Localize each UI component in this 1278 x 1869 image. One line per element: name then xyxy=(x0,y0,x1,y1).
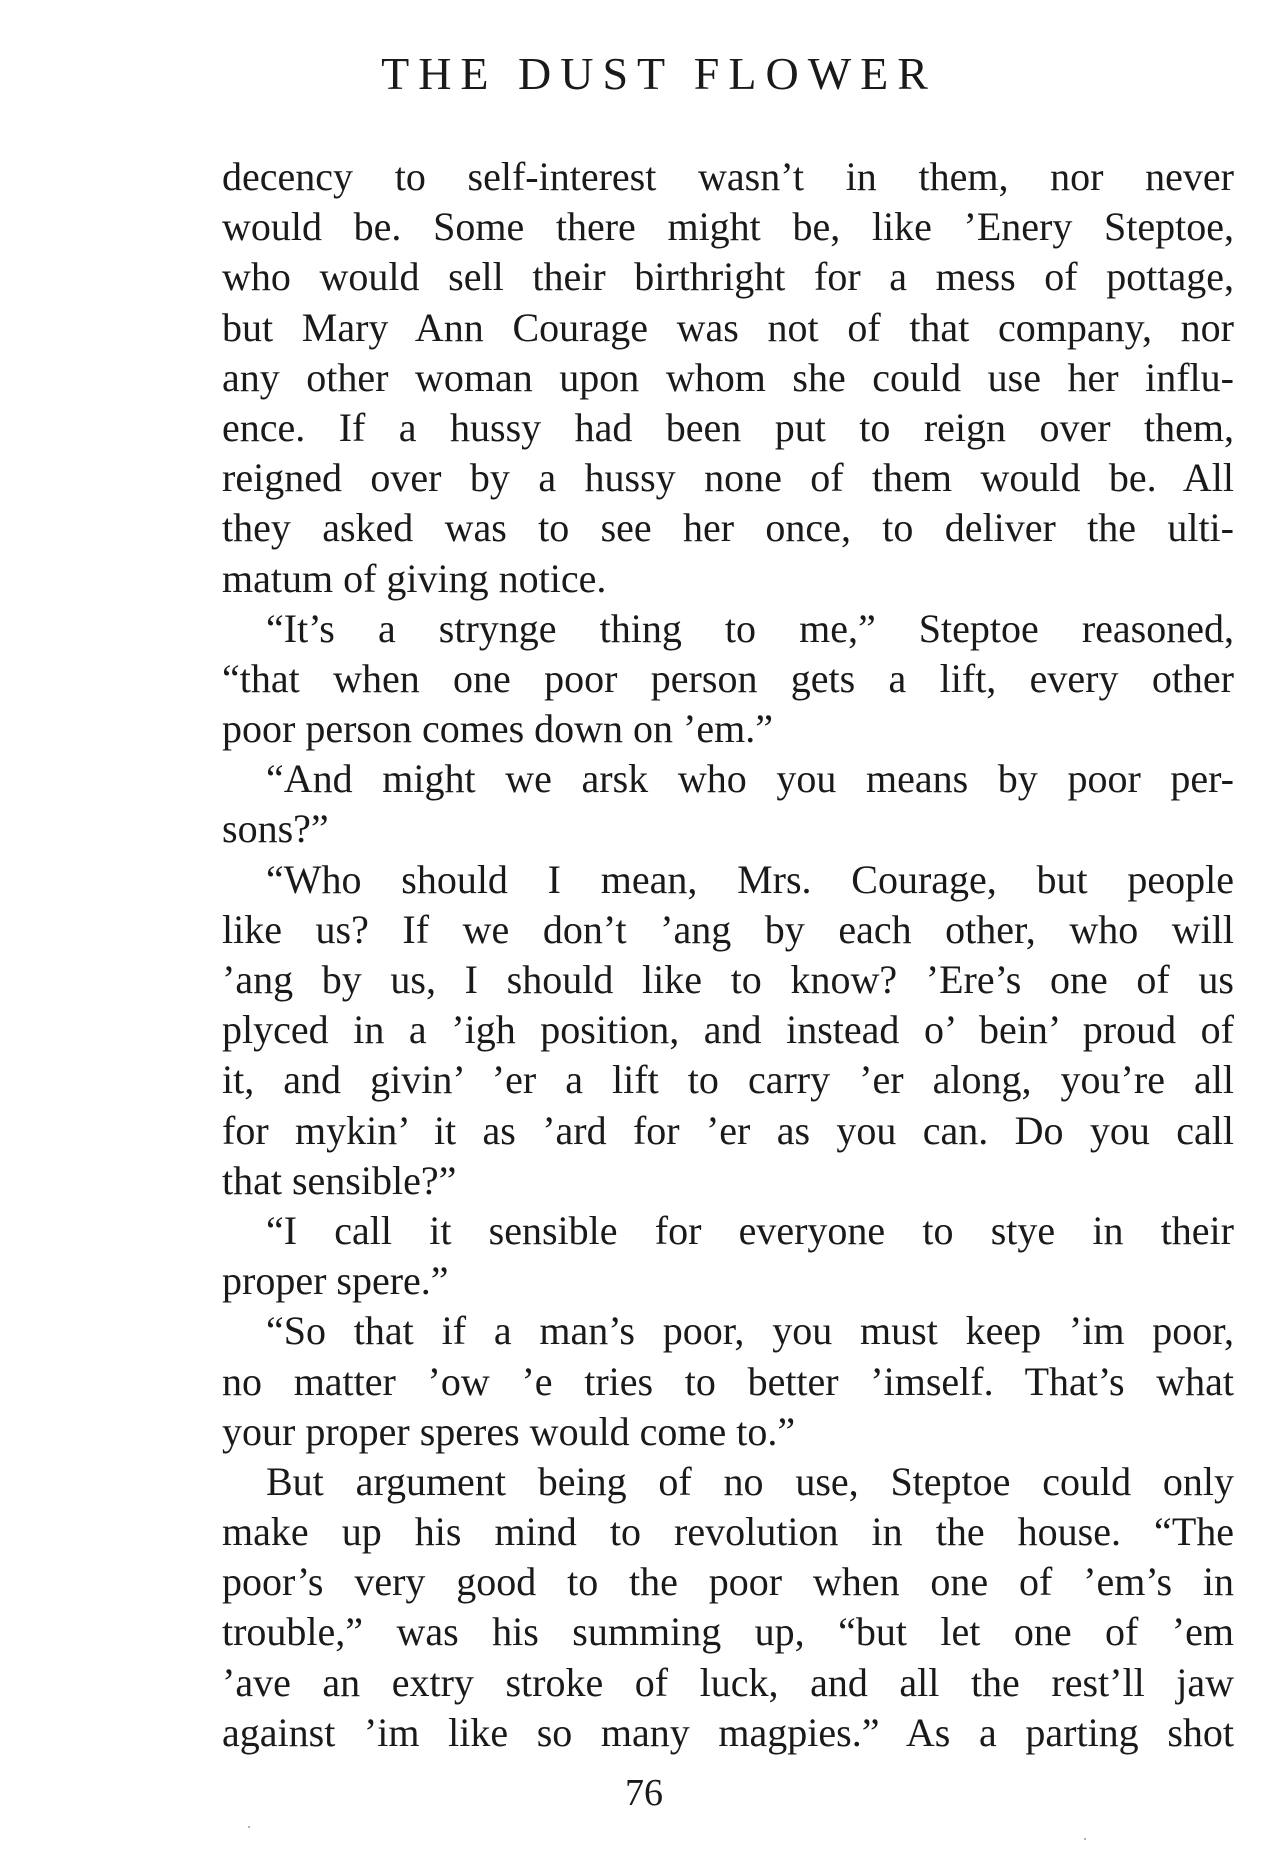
text-line: ence. If a hussy had been put to reign over them, xyxy=(222,404,1234,450)
text-line: who would sell their birthright for a mess of pottage, xyxy=(222,254,1234,300)
page-number: 76 xyxy=(625,1772,663,1814)
text-line: it, and givin’ ’er a lift to carry ’er along, you’re all xyxy=(222,1057,1234,1103)
text-line: decency to self-interest wasn’t in them, nor never xyxy=(222,154,1234,199)
text-line: but Mary Ann Courage was not of that company, nor xyxy=(222,304,1234,350)
text-line: proper spere.” xyxy=(222,1258,449,1304)
text-line: would be. Some there might be, like ’Enery Steptoe, xyxy=(222,204,1234,250)
text-line: for mykin’ it as ’ard for ’er as you can. Do you call xyxy=(222,1107,1234,1153)
text-line: no matter ’ow ’e tries to better ’imself. That’s what xyxy=(222,1358,1234,1404)
text-line: against ’im like so many magpies.” As a parting shot xyxy=(222,1709,1234,1755)
text-line: they asked was to see her once, to deliver the ulti- xyxy=(222,505,1234,551)
text-line: poor’s very good to the poor when one of ’em’s in xyxy=(222,1559,1234,1605)
text-line: “Who should I mean, Mrs. Courage, but people xyxy=(266,856,1234,902)
text-line: “So that if a man’s poor, you must keep ’im poor, xyxy=(266,1308,1234,1354)
text-line: reigned over by a hussy none of them would be. All xyxy=(222,455,1234,501)
running-head: THE DUST FLOWER xyxy=(381,48,937,99)
text-line: like us? If we don’t ’ang by each other, who will xyxy=(222,906,1234,952)
text-line: any other woman upon whom she could use her influ- xyxy=(222,354,1234,400)
text-line: that sensible?” xyxy=(222,1157,457,1203)
text-line: make up his mind to revolution in the house. “The xyxy=(222,1509,1234,1555)
text-line: trouble,” was his summing up, “but let one of ’em xyxy=(222,1609,1234,1655)
text-line: poor person comes down on ’em.” xyxy=(222,706,773,752)
stray-mark xyxy=(248,1826,250,1828)
text-line: ’ave an extry stroke of luck, and all the rest’ll jaw xyxy=(222,1659,1234,1705)
text-line: “that when one poor person gets a lift, every other xyxy=(222,655,1234,701)
text-line: “I call it sensible for everyone to stye in their xyxy=(266,1207,1234,1253)
body-text xyxy=(222,152,1234,1758)
text-line: But argument being of no use, Steptoe could only xyxy=(266,1458,1234,1504)
text-line: plyced in a ’igh position, and instead o’ bein’ proud of xyxy=(222,1007,1234,1053)
text-line: sons?” xyxy=(222,806,329,852)
text-line: “And might we arsk who you means by poor per- xyxy=(266,756,1234,802)
text-line: ’ang by us, I should like to know? ’Ere’s one of us xyxy=(222,957,1234,1002)
text-line: matum of giving notice. xyxy=(222,555,607,601)
stray-mark xyxy=(1084,1838,1086,1840)
text-line: “It’s a strynge thing to me,” Steptoe reasoned, xyxy=(266,605,1234,651)
text-line: your proper speres would come to.” xyxy=(222,1408,796,1454)
